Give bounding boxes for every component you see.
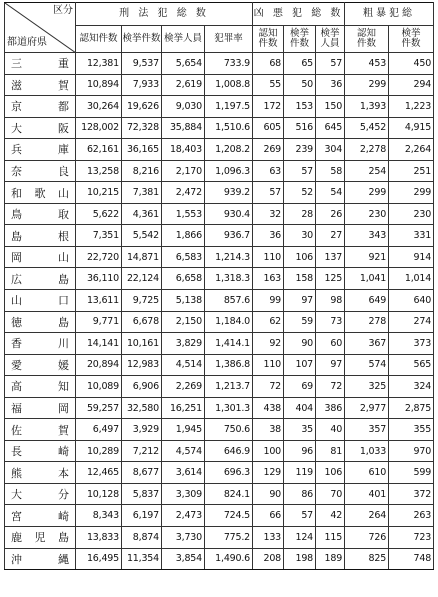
group-header-rough-total: 粗暴犯総 xyxy=(345,3,434,26)
reported-cell: 10,894 xyxy=(76,74,122,96)
reported-cell: 7,351 xyxy=(76,225,122,247)
crime-rate-cell: 936.7 xyxy=(205,225,253,247)
violent-arrested-cell: 40 xyxy=(316,419,345,441)
rough-cleared-cell: 274 xyxy=(389,311,434,333)
rough-cleared-cell: 355 xyxy=(389,419,434,441)
violent-reported-cell: 129 xyxy=(253,462,284,484)
cleared-cell: 8,216 xyxy=(122,160,162,182)
table-row xyxy=(5,376,434,398)
violent-arrested-cell: 150 xyxy=(316,96,345,118)
arrested-cell: 3,614 xyxy=(162,462,205,484)
violent-arrested-cell: 72 xyxy=(316,376,345,398)
arrested-cell: 35,884 xyxy=(162,117,205,139)
prefecture-cell: 兵庫 xyxy=(5,139,76,161)
table-row xyxy=(5,462,434,484)
table-row xyxy=(5,419,434,441)
crime-rate-cell: 939.2 xyxy=(205,182,253,204)
arrested-cell: 3,309 xyxy=(162,483,205,505)
table-row xyxy=(5,311,434,333)
crime-rate-cell: 1,386.8 xyxy=(205,354,253,376)
violent-reported-cell: 38 xyxy=(253,419,284,441)
reported-cell: 10,215 xyxy=(76,182,122,204)
cleared-cell: 22,124 xyxy=(122,268,162,290)
cleared-cell: 9,725 xyxy=(122,290,162,312)
violent-arrested-cell: 42 xyxy=(316,505,345,527)
table-row xyxy=(5,225,434,247)
rough-reported-cell: 5,452 xyxy=(345,117,389,139)
cleared-cell: 5,837 xyxy=(122,483,162,505)
violent-reported-cell: 438 xyxy=(253,397,284,419)
violent-cleared-cell: 57 xyxy=(284,505,316,527)
violent-arrested-cell: 27 xyxy=(316,225,345,247)
rough-reported-cell: 343 xyxy=(345,225,389,247)
violent-reported-cell: 110 xyxy=(253,246,284,268)
rough-reported-cell: 610 xyxy=(345,462,389,484)
rough-cleared-cell: 1,223 xyxy=(389,96,434,118)
rough-reported-cell: 1,033 xyxy=(345,440,389,462)
arrested-cell: 1,553 xyxy=(162,203,205,225)
group-header-criminal-total: 刑 法 犯 総 数 xyxy=(76,3,253,26)
crime-rate-cell: 724.5 xyxy=(205,505,253,527)
arrested-cell: 2,619 xyxy=(162,74,205,96)
violent-cleared-cell: 153 xyxy=(284,96,316,118)
violent-reported-cell: 72 xyxy=(253,376,284,398)
crime-rate-cell: 750.6 xyxy=(205,419,253,441)
violent-arrested-cell: 81 xyxy=(316,440,345,462)
cleared-cell: 19,626 xyxy=(122,96,162,118)
violent-reported-cell: 208 xyxy=(253,548,284,570)
violent-cleared-cell: 96 xyxy=(284,440,316,462)
crime-rate-cell: 930.4 xyxy=(205,203,253,225)
table-row xyxy=(5,483,434,505)
rough-cleared-cell: 294 xyxy=(389,74,434,96)
violent-arrested-cell: 97 xyxy=(316,354,345,376)
reported-cell: 8,343 xyxy=(76,505,122,527)
prefecture-cell: 山口 xyxy=(5,290,76,312)
prefecture-cell: 島根 xyxy=(5,225,76,247)
table-row xyxy=(5,505,434,527)
prefecture-cell: 奈良 xyxy=(5,160,76,182)
reported-cell: 6,497 xyxy=(76,419,122,441)
arrested-cell: 6,583 xyxy=(162,246,205,268)
prefecture-cell: 佐賀 xyxy=(5,419,76,441)
violent-arrested-cell: 125 xyxy=(316,268,345,290)
rough-cleared-cell: 599 xyxy=(389,462,434,484)
rough-cleared-cell: 373 xyxy=(389,333,434,355)
violent-cleared-cell: 198 xyxy=(284,548,316,570)
rough-cleared-cell: 723 xyxy=(389,527,434,549)
cleared-cell: 12,983 xyxy=(122,354,162,376)
table-row xyxy=(5,527,434,549)
table-row xyxy=(5,139,434,161)
violent-cleared-cell: 30 xyxy=(284,225,316,247)
violent-arrested-cell: 70 xyxy=(316,483,345,505)
rough-reported-cell: 921 xyxy=(345,246,389,268)
cleared-cell: 32,580 xyxy=(122,397,162,419)
violent-cleared-cell: 119 xyxy=(284,462,316,484)
violent-reported-cell: 172 xyxy=(253,96,284,118)
violent-arrested-cell: 189 xyxy=(316,548,345,570)
arrested-cell: 5,138 xyxy=(162,290,205,312)
rough-cleared-cell: 450 xyxy=(389,53,434,75)
violent-arrested-cell: 115 xyxy=(316,527,345,549)
arrested-cell: 6,658 xyxy=(162,268,205,290)
cleared-cell: 8,677 xyxy=(122,462,162,484)
violent-reported-cell: 100 xyxy=(253,440,284,462)
cleared-cell: 4,361 xyxy=(122,203,162,225)
arrested-cell: 5,654 xyxy=(162,53,205,75)
reported-cell: 13,833 xyxy=(76,527,122,549)
table-row xyxy=(5,246,434,268)
violent-reported-cell: 90 xyxy=(253,483,284,505)
cleared-cell: 36,165 xyxy=(122,139,162,161)
rough-reported-cell: 649 xyxy=(345,290,389,312)
reported-cell: 30,264 xyxy=(76,96,122,118)
violent-reported-cell: 99 xyxy=(253,290,284,312)
rough-reported-cell: 325 xyxy=(345,376,389,398)
violent-reported-cell: 68 xyxy=(253,53,284,75)
prefecture-cell: 大分 xyxy=(5,483,76,505)
violent-cleared-cell: 106 xyxy=(284,246,316,268)
prefecture-cell: 高知 xyxy=(5,376,76,398)
table-row xyxy=(5,96,434,118)
crime-rate-cell: 1,490.6 xyxy=(205,548,253,570)
violent-reported-cell: 55 xyxy=(253,74,284,96)
crime-rate-cell: 733.9 xyxy=(205,53,253,75)
violent-cleared-cell: 516 xyxy=(284,117,316,139)
prefecture-cell: 宮崎 xyxy=(5,505,76,527)
prefecture-cell: 岡山 xyxy=(5,246,76,268)
reported-cell: 59,257 xyxy=(76,397,122,419)
reported-cell: 22,720 xyxy=(76,246,122,268)
table-row xyxy=(5,548,434,570)
violent-cleared-cell: 107 xyxy=(284,354,316,376)
rough-cleared-cell: 2,264 xyxy=(389,139,434,161)
violent-cleared-cell: 158 xyxy=(284,268,316,290)
violent-reported-cell: 66 xyxy=(253,505,284,527)
rough-reported-cell: 401 xyxy=(345,483,389,505)
reported-cell: 10,289 xyxy=(76,440,122,462)
prefecture-cell: 香川 xyxy=(5,333,76,355)
rough-reported-cell: 825 xyxy=(345,548,389,570)
violent-cleared-cell: 50 xyxy=(284,74,316,96)
violent-reported-cell: 163 xyxy=(253,268,284,290)
arrested-cell: 18,403 xyxy=(162,139,205,161)
prefecture-cell: 鳥取 xyxy=(5,203,76,225)
reported-cell: 12,381 xyxy=(76,53,122,75)
reported-cell: 13,611 xyxy=(76,290,122,312)
violent-arrested-cell: 58 xyxy=(316,160,345,182)
table-row xyxy=(5,397,434,419)
cleared-cell: 8,874 xyxy=(122,527,162,549)
prefecture-cell: 長崎 xyxy=(5,440,76,462)
crime-rate-cell: 1,208.2 xyxy=(205,139,253,161)
violent-reported-cell: 32 xyxy=(253,203,284,225)
rough-reported-cell: 299 xyxy=(345,182,389,204)
reported-cell: 20,894 xyxy=(76,354,122,376)
rough-reported-cell: 299 xyxy=(345,74,389,96)
table-body xyxy=(5,53,434,570)
violent-arrested-cell: 73 xyxy=(316,311,345,333)
rough-reported-cell: 254 xyxy=(345,160,389,182)
arrested-cell: 16,251 xyxy=(162,397,205,419)
arrested-cell: 2,472 xyxy=(162,182,205,204)
reported-cell: 62,161 xyxy=(76,139,122,161)
table-row xyxy=(5,440,434,462)
table-row xyxy=(5,333,434,355)
reported-cell: 13,258 xyxy=(76,160,122,182)
violent-cleared-cell: 97 xyxy=(284,290,316,312)
violent-cleared-cell: 57 xyxy=(284,160,316,182)
col-header-rough-reported: 認知 件数 xyxy=(345,26,389,53)
table-row xyxy=(5,160,434,182)
violent-cleared-cell: 90 xyxy=(284,333,316,355)
cleared-cell: 9,537 xyxy=(122,53,162,75)
arrested-cell: 2,170 xyxy=(162,160,205,182)
prefecture-cell: 和歌山 xyxy=(5,182,76,204)
corner-header-cell xyxy=(5,3,76,53)
col-header-violent-arrested: 検挙 人員 xyxy=(316,26,345,53)
rough-cleared-cell: 251 xyxy=(389,160,434,182)
group-header-violent-total: 凶 悪 犯 総 数 xyxy=(253,3,345,26)
crime-rate-cell: 1,510.6 xyxy=(205,117,253,139)
table-row xyxy=(5,268,434,290)
arrested-cell: 3,829 xyxy=(162,333,205,355)
col-header-cleared: 検挙件数 xyxy=(122,26,162,53)
rough-cleared-cell: 372 xyxy=(389,483,434,505)
violent-cleared-cell: 59 xyxy=(284,311,316,333)
reported-cell: 12,465 xyxy=(76,462,122,484)
violent-arrested-cell: 645 xyxy=(316,117,345,139)
violent-arrested-cell: 106 xyxy=(316,462,345,484)
crime-rate-cell: 1,096.3 xyxy=(205,160,253,182)
cleared-cell: 6,197 xyxy=(122,505,162,527)
prefecture-cell: 鹿児島 xyxy=(5,527,76,549)
rough-cleared-cell: 230 xyxy=(389,203,434,225)
violent-reported-cell: 133 xyxy=(253,527,284,549)
rough-cleared-cell: 263 xyxy=(389,505,434,527)
reported-cell: 10,089 xyxy=(76,376,122,398)
rough-reported-cell: 574 xyxy=(345,354,389,376)
crime-rate-cell: 1,213.7 xyxy=(205,376,253,398)
prefecture-cell: 徳島 xyxy=(5,311,76,333)
rough-cleared-cell: 299 xyxy=(389,182,434,204)
cleared-cell: 5,542 xyxy=(122,225,162,247)
crime-rate-cell: 1,414.1 xyxy=(205,333,253,355)
violent-reported-cell: 36 xyxy=(253,225,284,247)
corner-label-prefecture: 都道府県 xyxy=(7,37,47,48)
rough-cleared-cell: 914 xyxy=(389,246,434,268)
rough-reported-cell: 2,278 xyxy=(345,139,389,161)
rough-cleared-cell: 640 xyxy=(389,290,434,312)
arrested-cell: 2,150 xyxy=(162,311,205,333)
cleared-cell: 6,678 xyxy=(122,311,162,333)
violent-arrested-cell: 60 xyxy=(316,333,345,355)
violent-cleared-cell: 124 xyxy=(284,527,316,549)
crime-rate-cell: 1,301.3 xyxy=(205,397,253,419)
crime-rate-cell: 696.3 xyxy=(205,462,253,484)
violent-cleared-cell: 404 xyxy=(284,397,316,419)
cleared-cell: 3,929 xyxy=(122,419,162,441)
col-header-violent-reported: 認知 件数 xyxy=(253,26,284,53)
violent-cleared-cell: 35 xyxy=(284,419,316,441)
cleared-cell: 10,161 xyxy=(122,333,162,355)
rough-cleared-cell: 2,875 xyxy=(389,397,434,419)
cleared-cell: 72,328 xyxy=(122,117,162,139)
prefecture-cell: 京都 xyxy=(5,96,76,118)
violent-cleared-cell: 239 xyxy=(284,139,316,161)
rough-reported-cell: 1,393 xyxy=(345,96,389,118)
rough-reported-cell: 453 xyxy=(345,53,389,75)
violent-arrested-cell: 54 xyxy=(316,182,345,204)
crime-rate-cell: 1,197.5 xyxy=(205,96,253,118)
crime-rate-cell: 646.9 xyxy=(205,440,253,462)
prefecture-cell: 三重 xyxy=(5,53,76,75)
rough-reported-cell: 2,977 xyxy=(345,397,389,419)
rough-cleared-cell: 970 xyxy=(389,440,434,462)
reported-cell: 14,141 xyxy=(76,333,122,355)
prefecture-cell: 愛媛 xyxy=(5,354,76,376)
rough-cleared-cell: 4,915 xyxy=(389,117,434,139)
table-row xyxy=(5,53,434,75)
cleared-cell: 7,212 xyxy=(122,440,162,462)
reported-cell: 9,771 xyxy=(76,311,122,333)
cleared-cell: 11,354 xyxy=(122,548,162,570)
prefecture-cell: 熊本 xyxy=(5,462,76,484)
col-header-rough-cleared: 検挙 件数 xyxy=(389,26,434,53)
prefecture-cell: 沖縄 xyxy=(5,548,76,570)
arrested-cell: 3,854 xyxy=(162,548,205,570)
cleared-cell: 7,933 xyxy=(122,74,162,96)
rough-cleared-cell: 1,014 xyxy=(389,268,434,290)
violent-cleared-cell: 86 xyxy=(284,483,316,505)
crime-rate-cell: 1,184.0 xyxy=(205,311,253,333)
violent-reported-cell: 62 xyxy=(253,311,284,333)
violent-arrested-cell: 57 xyxy=(316,53,345,75)
arrested-cell: 2,269 xyxy=(162,376,205,398)
arrested-cell: 1,866 xyxy=(162,225,205,247)
violent-arrested-cell: 386 xyxy=(316,397,345,419)
crime-rate-cell: 775.2 xyxy=(205,527,253,549)
cleared-cell: 7,381 xyxy=(122,182,162,204)
reported-cell: 16,495 xyxy=(76,548,122,570)
rough-reported-cell: 367 xyxy=(345,333,389,355)
violent-cleared-cell: 52 xyxy=(284,182,316,204)
violent-cleared-cell: 28 xyxy=(284,203,316,225)
violent-arrested-cell: 26 xyxy=(316,203,345,225)
col-header-violent-cleared: 検挙 件数 xyxy=(284,26,316,53)
col-header-reported: 認知件数 xyxy=(76,26,122,53)
rough-cleared-cell: 565 xyxy=(389,354,434,376)
rough-cleared-cell: 324 xyxy=(389,376,434,398)
table-row xyxy=(5,182,434,204)
crime-rate-cell: 1,008.8 xyxy=(205,74,253,96)
rough-reported-cell: 264 xyxy=(345,505,389,527)
cleared-cell: 14,871 xyxy=(122,246,162,268)
table-row xyxy=(5,290,434,312)
reported-cell: 10,128 xyxy=(76,483,122,505)
rough-cleared-cell: 331 xyxy=(389,225,434,247)
crime-rate-cell: 857.6 xyxy=(205,290,253,312)
rough-cleared-cell: 748 xyxy=(389,548,434,570)
arrested-cell: 9,030 xyxy=(162,96,205,118)
prefecture-cell: 福岡 xyxy=(5,397,76,419)
reported-cell: 36,110 xyxy=(76,268,122,290)
cleared-cell: 6,906 xyxy=(122,376,162,398)
crime-rate-cell: 824.1 xyxy=(205,483,253,505)
arrested-cell: 3,730 xyxy=(162,527,205,549)
reported-cell: 128,002 xyxy=(76,117,122,139)
arrested-cell: 4,574 xyxy=(162,440,205,462)
rough-reported-cell: 230 xyxy=(345,203,389,225)
violent-reported-cell: 57 xyxy=(253,182,284,204)
violent-arrested-cell: 304 xyxy=(316,139,345,161)
reported-cell: 5,622 xyxy=(76,203,122,225)
violent-cleared-cell: 65 xyxy=(284,53,316,75)
prefecture-cell: 広島 xyxy=(5,268,76,290)
arrested-cell: 4,514 xyxy=(162,354,205,376)
crime-rate-cell: 1,214.3 xyxy=(205,246,253,268)
arrested-cell: 2,473 xyxy=(162,505,205,527)
table-row xyxy=(5,354,434,376)
table-row xyxy=(5,117,434,139)
violent-arrested-cell: 98 xyxy=(316,290,345,312)
violent-reported-cell: 110 xyxy=(253,354,284,376)
arrested-cell: 1,945 xyxy=(162,419,205,441)
rough-reported-cell: 357 xyxy=(345,419,389,441)
violent-arrested-cell: 137 xyxy=(316,246,345,268)
rough-reported-cell: 726 xyxy=(345,527,389,549)
col-header-crime-rate: 犯罪率 xyxy=(205,26,253,53)
violent-arrested-cell: 36 xyxy=(316,74,345,96)
violent-reported-cell: 63 xyxy=(253,160,284,182)
violent-reported-cell: 92 xyxy=(253,333,284,355)
rough-reported-cell: 1,041 xyxy=(345,268,389,290)
table-row xyxy=(5,74,434,96)
col-header-arrested: 検挙人員 xyxy=(162,26,205,53)
table-row xyxy=(5,203,434,225)
crime-statistics-table xyxy=(4,2,434,570)
corner-label-category: 区分 xyxy=(53,5,73,16)
prefecture-cell: 大阪 xyxy=(5,117,76,139)
prefecture-cell: 滋賀 xyxy=(5,74,76,96)
crime-rate-cell: 1,318.3 xyxy=(205,268,253,290)
rough-reported-cell: 278 xyxy=(345,311,389,333)
violent-reported-cell: 269 xyxy=(253,139,284,161)
violent-reported-cell: 605 xyxy=(253,117,284,139)
violent-cleared-cell: 69 xyxy=(284,376,316,398)
